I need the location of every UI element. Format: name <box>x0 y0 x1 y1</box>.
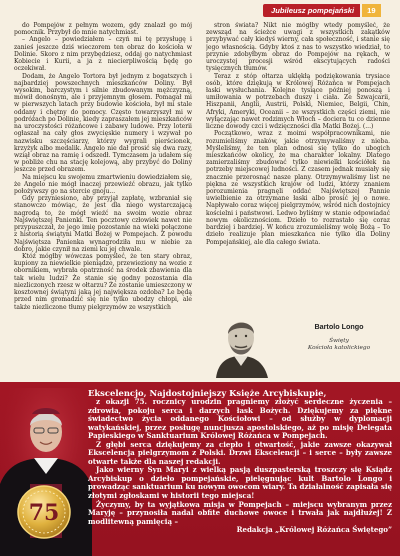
paragraph: Dodam, że Angelo Tortora był jednym z bogatszych i najbardziej powszechnych mieszkańców Doliny. Był wysokim, barczystym i silnie zbudowanym mężczyzną, mówił donośnym, ale i przyjemnym głosem. Pomagał mi w pierwszych latach przy budowie kościoła, był mi stale oddany i chętny do pomocy. Często towarzyszył mi w podróżach po Dolinie, kiedy zapraszałem jej mieszkańców na uroczystości różańcowe i zabawy ludowe. Przy loterii ogłaszał na cały głos zwycięskie numery i wzywał po nazwisku szczęściarzy, którzy wygrali pierścionek, krzyżyk albo medalik. Angelo nie dał prosić się dwa razy, wziął obraz na ramię i odszedł. Tymczasem ja udałem się w pobliże chu na stację kolejową, aby przybyć do Doliny jeszcze przed obrazem. <box>14 72 192 174</box>
paragraph: stron świata? Nikt nie mógłby wtedy pomyśleć, że zewsząd na ścieżce uwagi z wszystkich zakątków przybywać cały kiedyś wierny, cała społeczność, i stanie się jego własnością. Gdyby ktoś z nas to wszystko wiedział, to przynie zdobyłbym obraz do Pompejów na rękach, w uroczystej procesji wśród ekscytujących radości tysięcznych tłumów. <box>206 22 390 73</box>
banner-paragraph: Z głębi serca dziękujemy za ciepło i otwartość, jakie zawsze okazywał Ekscelencja pielgrzymom z Polski. Drzwi Ekscelencji – i serce – były zawsze otwarte także dla naszej redakcji. <box>88 439 392 466</box>
banner-signature: Redakcja „Królowej Różańca Świętego” <box>236 525 392 535</box>
banner-text <box>88 388 392 535</box>
paragraph: Gdy przyniesiono, aby przyjął zapłatę, wzbraniał się stanowczo mówiąc, że jest dla niego wystarczającą nagrodą to, że mógł wieźć na swoim wozie obraz Najświętszej Panienki. Ten pocztowy człowiek nawet nie przypuszczał, że jego imię pozostanie na wieki połączone z historią świątyni Matki Bożej w Pompejach. Z powodu Najświętsza Panienka wynagrodziła mu w niebie za dobro, jakie czynił na ziemi ku jej chwale. <box>14 195 192 253</box>
paragraph: Teraz z stóp ołtarza uklękłą podziękowania trysiace osób, które dziękują w Królowej Różańca w Pompejach łaski wysłuchania. Kolejne tysiące później ponoszą i umiłowania w potrzebach duszy i ciała. Ze Szwajcarii, Hiszpanii, Anglii, Austrii, Polski, Niemiec, Belgii, Chin, Afryki, Ameryki, Oceanii – ze wszystkich części ziemi, nie wyłączając nawet rodzimych Włoch – dociera tu co dzienne liczne dowody czci i wdzięczności dla Matki Bożej. (...) <box>206 72 390 131</box>
caption-role-line: Święty <box>329 338 349 344</box>
bartolo-longo-portrait <box>210 306 272 378</box>
anniversary-75-badge <box>16 484 72 540</box>
section-title: Jubileusz pompejański <box>263 4 360 17</box>
page-header <box>263 4 381 17</box>
badge-number: 75 <box>28 500 60 526</box>
left-column <box>14 22 192 388</box>
paragraph: – Angelo – powiedziałem – czyń mi tę przysługę i zanieś jeszcze dziś wieczorem ten obraz do kościoła w Dolinie. Skoro z nim przybędziesz, oddaj go natychmiast Kobiecie i Kurii, a ja z niecierpliwością będę go oczekiwał. <box>14 36 192 73</box>
paragraph: do Pompejów z pełnym wozem, gdy znalazł go mój pomocnik. Przybył do mnie natychmiast. <box>14 22 192 37</box>
paragraph: Któż mógłby wówczas pomyśleć, że ten stary obraz, kupiony za niewielkie pieniądze, przewieziony na wozie z obornikiem, wybrała opatrzność na środek zbawienia dla tak wielu ludzi? Że stanie się godny pozostania dla niezliczonych rzesz w ołtarzu? Że zostanie umieszczony w kosztownej świątyni jaką jej największa ozdoba? Le będą przed nim gromadzić się nie tylko ubodzy chłopi, ale także niezliczone tłumy pielgrzymów ze wszystkich <box>14 253 192 311</box>
banner-paragraph: Życzymy, by ta wyjątkowa misja w Pompejach – miejscu wybranym przez Maryję – przynosiła nadal obfite duchowe owoce i trwała jak najdłużej! Z modlitewną pamięcią – <box>88 499 392 526</box>
portrait-caption-role <box>284 338 394 352</box>
banner-paragraph: Jako wierny Syn Maryi z wielką pasją duszpasterską troszczy się Ksiądz Arcybiskup o dzieło pompejańskie, pielęgnując kult Bartolo Longo i prowadząc sanktuarium ku nowym owocom wiary. Ta działalność zapisała się złotymi zgłoskami w historii tego miejsca! <box>88 465 392 501</box>
paragraph: Na miejscu ku swojemu zmartwieniu dowiedziałem się, że Angelo nie mógł inaczej przewieźć obrazu, jak tylko położywszy go na stercie gnoju... <box>14 173 192 196</box>
banner-paragraph: z okazji 75. rocznicy urodzin pragniemy złożyć serdeczne życzenia – zdrowia, pokoju serca i darzych łask Bożych. Dziękujemy za piękne świadectwo życia oddanego Kościołowi – od służby w dyplomacji watykańskiej, przez posługę nuncjusza apostolskiego, aż po misję Delegata Papieskiego w Sanktuarium Królowej Różańca w Pompejach. <box>88 397 392 441</box>
caption-role-line: Kościoła katolickiego <box>307 345 371 351</box>
paragraph: Początkowo, wraz z moimi współpracownikami, nie rozumieliśmy znaków, jakie otrzymywaliśmy z nieba. Myśleliśmy, że ten plan odnosi się tylko do ubogich mieszkańców okolicy, że ma charakter lokalny. Dlatego zamierzaliśmy zbudować tylko niewielki kościółek na potrzeby miejscowej ludności. Z czasem jednak musiały się znacznie przerosnąć nasze plany. Otrzymywaliśmy list ne piękna ze wszystkich krajów od ludzi, którzy znaniem porozumienia pragnęli oddać Najświętszej Pannie uwielbienie za otrzymane łaski albo prosić jej o nowe. Napływało coraz więcej pielgrzymów, wśród nich dostojnicy kościelni i państwowi. Ledwo byliśmy w stanie odpowiadać nowym okolicznościom. Dzieło to rozrastało się coraz bardziej i bardziej. W końcu zrozumieliśmy wolę Bożą – To dzieło realizuje plan mieszkańca nie tylko dla Doliny Pompejańskiej, ale dla całego świata. <box>206 130 390 246</box>
banner-title: Ekscelencjo, Najdostojniejszy Księże Arcybiskupie, <box>88 388 327 398</box>
portrait-caption-name: Bartolo Longo <box>314 322 364 331</box>
page-number: 19 <box>362 4 380 17</box>
